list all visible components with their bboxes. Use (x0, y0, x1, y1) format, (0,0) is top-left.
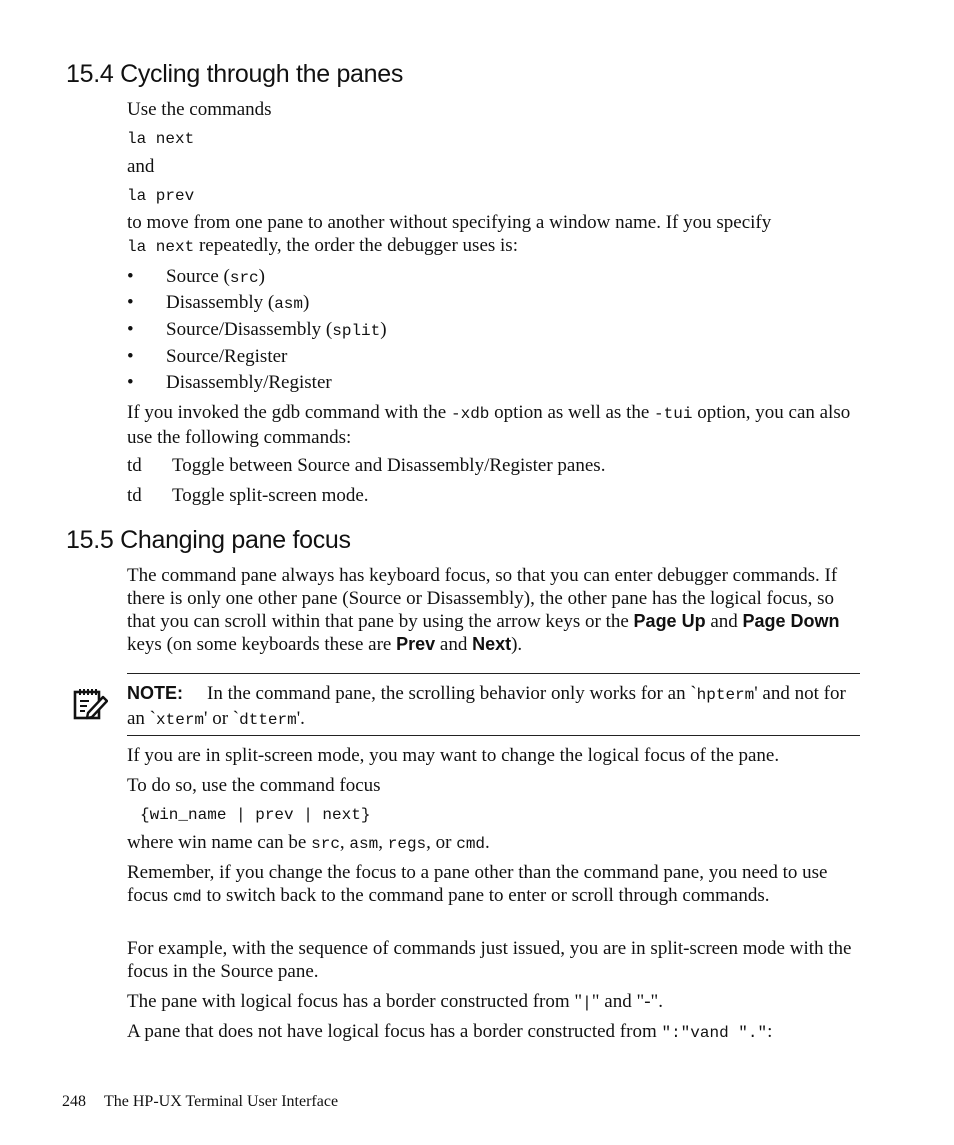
key-prev: Prev (396, 634, 436, 654)
xdb-text-3: option, you can also use the following commands: (127, 402, 851, 448)
xdb-text-1: If you invoked the gdb command with the (127, 402, 451, 423)
list-item-text: Disassembly ( (166, 292, 275, 313)
where-text: where win name can be (127, 832, 312, 853)
note-text-3: ' or ` (204, 708, 240, 729)
xdb-paragraph (127, 401, 867, 449)
border2-paragraph (127, 1020, 867, 1045)
where-cmd: cmd (456, 835, 486, 853)
focus-paragraph (127, 564, 867, 656)
list-item-code: src (229, 269, 259, 287)
note-text (127, 682, 862, 732)
border1-code: | (582, 994, 592, 1012)
note-text-4: '. (296, 708, 305, 729)
split-paragraph: If you are in split-screen mode, you may want to change the logical focus of the pane. (127, 745, 780, 766)
focus-end: ). (511, 634, 523, 655)
key-page-down: Page Down (742, 611, 840, 631)
chapter-title: The HP-UX Terminal User Interface (104, 1093, 339, 1110)
page-number: 248 (62, 1093, 86, 1110)
focus-text-2: keys (on some keyboards these are (127, 634, 397, 655)
bullet-marker: • (127, 319, 134, 340)
note-text-1: In the command pane, the scrolling behavior only works for an ` (207, 683, 697, 704)
note-code-1: hpterm (696, 686, 755, 704)
order-text-2: repeatedly, the order the debugger uses is: (194, 235, 518, 256)
list-item-text: Source/Register (166, 346, 288, 367)
border1-end: " and "-". (591, 991, 664, 1012)
where-asm: asm (349, 835, 379, 853)
list-item-text: Disassembly/Register (166, 372, 332, 393)
intro-text: Use the commands (127, 99, 272, 120)
note-pencil-icon (72, 686, 108, 722)
and-text: and (127, 156, 155, 177)
order-code: la next (127, 238, 195, 256)
where-paragraph (127, 831, 867, 856)
list-item-code: split (332, 322, 381, 340)
or-text: , or (426, 832, 457, 853)
note-code-3: dtterm (239, 711, 297, 729)
code-la-next: la next (127, 130, 195, 148)
definition-term: td (127, 455, 142, 476)
bullet-marker: • (127, 372, 134, 393)
and-2: and (435, 634, 473, 655)
remember-text-2: to switch back to the command pane to enter or scroll through commands. (201, 885, 770, 906)
border2-text: A pane that does not have logical focus has a border constructed from (127, 1021, 662, 1042)
where-src: src (311, 835, 340, 853)
definition-desc: Toggle split-screen mode. (172, 485, 369, 506)
comma-2: , (378, 832, 388, 853)
code-focus-syntax: {win_name | prev | next} (140, 806, 371, 824)
note-code-2: xterm (156, 711, 205, 729)
remember-text-1: Remember, if you change the focus to a pane other than the command pane, you need to use focus (127, 862, 828, 906)
where-regs: regs (387, 835, 427, 853)
focus-command-text: To do so, use the command focus (127, 775, 381, 796)
example-paragraph: For example, with the sequence of commands just issued, you are in split-screen mode with the focus in the Source pane. (127, 938, 852, 982)
bullet-marker: • (127, 292, 134, 313)
xdb-text-2: option as well as the (489, 402, 655, 423)
bullet-marker: • (127, 346, 134, 367)
and-1: and (705, 611, 743, 632)
list-item-end: ) (303, 292, 310, 313)
xdb-code-2: -tui (654, 405, 693, 423)
period: . (485, 832, 490, 853)
border1-text: The pane with logical focus has a border constructed from " (127, 991, 583, 1012)
focus-text: The command pane always has keyboard focus, so that you can enter debugger commands. If there is only one other pane (Source or Disassembly), the other pane has the logical focus, so that you can scroll within that pane by using the arrow keys or the (127, 565, 838, 632)
list-item-text: Source/Disassembly ( (166, 319, 333, 340)
border1-paragraph (127, 990, 867, 1015)
page-footer (62, 1093, 338, 1111)
list-item-end: ) (258, 266, 265, 287)
remember-code: cmd (172, 888, 202, 906)
list-item-end: ) (380, 319, 387, 340)
order-text-1: to move from one pane to another without specifying a window name. If you specify (127, 212, 772, 233)
key-next: Next (472, 634, 512, 654)
remember-paragraph (127, 861, 867, 909)
section-heading-15-4: 15.4 Cycling through the panes (66, 60, 404, 88)
list-item-code: asm (274, 295, 303, 313)
key-page-up: Page Up (633, 611, 706, 631)
comma-1: , (339, 832, 350, 853)
section-heading-15-5: 15.5 Changing pane focus (66, 526, 351, 554)
order-paragraph (127, 211, 867, 259)
code-la-prev: la prev (127, 187, 195, 205)
border2-code: ":"vand "." (661, 1024, 768, 1042)
note-text-2: ' and not for an ` (127, 683, 846, 729)
bullet-marker: • (127, 266, 134, 287)
definition-term: td (127, 485, 142, 506)
definition-desc: Toggle between Source and Disassembly/Register panes. (172, 455, 606, 476)
border2-end: : (767, 1021, 773, 1042)
xdb-code-1: -xdb (451, 405, 490, 423)
list-item-text: Source ( (166, 266, 230, 287)
note-bottom-rule (127, 735, 860, 736)
note-top-rule (127, 673, 860, 674)
note-label: NOTE: (127, 683, 183, 703)
